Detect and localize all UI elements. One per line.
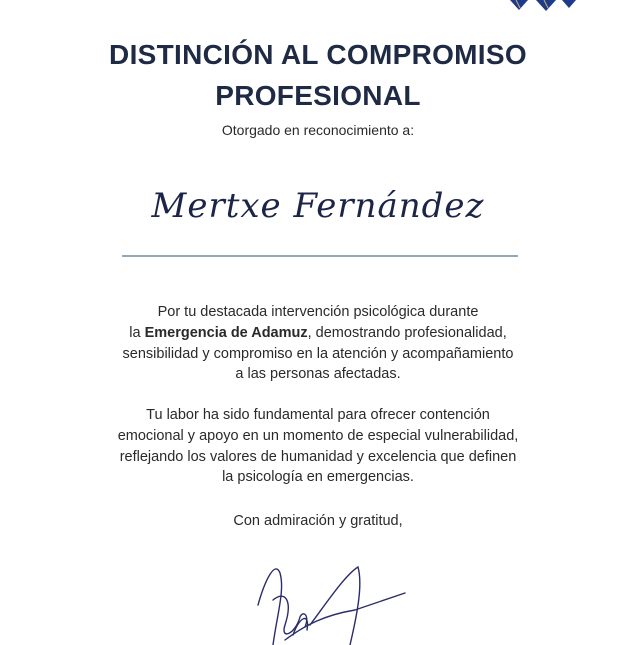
emergency-name: Emergencia de Adamuz (144, 324, 308, 341)
paragraph-intervention (0, 302, 636, 385)
text-span: la (129, 324, 145, 341)
text-line: sensibilidad y compromiso en la atención y acompañamiento (122, 345, 514, 362)
ribbon-decoration-icon (500, 0, 580, 14)
handwritten-signature (255, 555, 415, 645)
paragraph-recognition (0, 405, 636, 488)
text-line: a las personas afectadas. (235, 366, 401, 383)
text-line: emocional y apoyo en un momento de especial vulnerabilidad, (117, 427, 519, 444)
title-line-1: DISTINCIÓN AL COMPROMISO (109, 39, 527, 70)
text-line: Tu labor ha sido fundamental para ofrecer contención (146, 407, 490, 423)
text-span: , demostrando profesionalidad, (307, 324, 507, 341)
recipient-name: Mertxe Fernández (151, 186, 485, 226)
certificate-title (0, 34, 636, 116)
awarded-to-label: Otorgado en reconocimiento a: (221, 122, 415, 138)
text-line: Por tu destacada intervención psicológica durante (157, 304, 479, 320)
text-line: reflejando los valores de humanidad y excelencia que definen (119, 448, 517, 465)
closing-text: Con admiración y gratitud, (233, 513, 403, 529)
name-underline (122, 255, 518, 257)
title-line-2: PROFESIONAL (215, 80, 421, 111)
text-line: la psicología en emergencias. (222, 469, 414, 486)
text-line (0, 323, 636, 344)
